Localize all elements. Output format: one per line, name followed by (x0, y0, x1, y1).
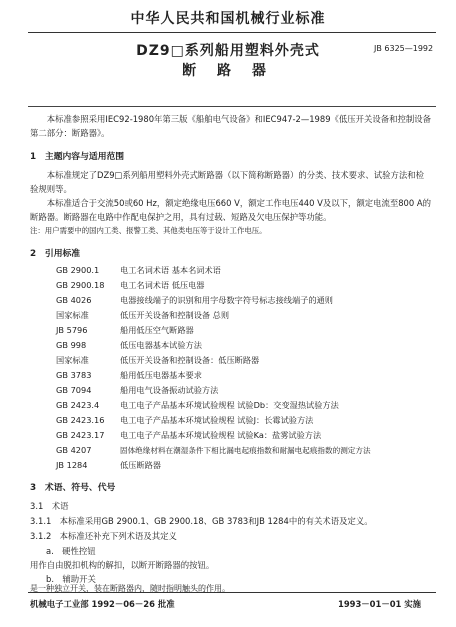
ref-code: GB 4026 (56, 295, 92, 305)
ref-name: 电工名词术语 基本名词术语 (120, 265, 221, 275)
title-rule (28, 106, 436, 107)
standard-number: JB 6325—1992 (374, 44, 434, 53)
approval-date: 机械电子工业部 1992－06－26 批准 (30, 599, 175, 609)
standard-title: 中华人民共和国机械行业标准 (130, 11, 326, 27)
ref-name: 低压开关设备和控制设备：低压断路器 (120, 355, 260, 365)
section-3-1-heading: 3.1 术语 (30, 501, 69, 511)
ref-name: 低压电器基本试验方法 (120, 340, 202, 350)
ref-code: 国家标准 (56, 310, 89, 320)
implementation-date: 1993－01－01 实施 (338, 599, 422, 609)
ref-name: 船用电气设备振动试验方法 (120, 385, 219, 395)
ref-code: 国家标准 (56, 355, 89, 365)
ref-name: 电工名词术语 低压电器 (120, 280, 205, 290)
term-a-definition: 用作自由脱扣机构的解扣，以断开断路器的按钮。 (30, 560, 215, 570)
preface-paragraph: 本标准参照采用IEC92-1980年第三版《船舶电气设备》和IEC947-2—1989《低压开关设备和控制设备 第二部分：断路器》。 (30, 114, 432, 138)
ref-code: GB 2900.18 (56, 280, 105, 290)
ref-code: GB 7094 (56, 385, 92, 395)
ref-name: 低压断路器 (120, 460, 161, 470)
section-3-heading: 3 术语、符号、代号 (30, 483, 116, 493)
section-1-paragraph-2: 本标准适合于交流50或60 Hz，额定绝缘电压660 V，额定工作电压440 V及以下，额定电流至800 A的断路器。断路器在电路中作配电保护之用，具有过载、短路及欠电压保护等功能。 (30, 198, 431, 222)
ref-code: GB 2900.1 (56, 265, 100, 275)
section-1-note: 注：用户需要中的国内工类、报警工类、其他类电压等于设计工作电压。 (30, 226, 267, 235)
section-3-1-1: 3.1.1 本标准采用GB 2900.1、GB 2900.18、GB 3783和JB 1284中的有关术语及定义。 (30, 516, 373, 526)
term-b-definition: 是一种独立开关，装在断路器内，随时指明触头的作用。 (30, 584, 230, 593)
term-b-label: b. 辅助开关 (46, 574, 96, 584)
ref-code: GB 3783 (56, 370, 92, 380)
ref-code: GB 998 (56, 340, 87, 350)
ref-name: 低压开关设备和控制设备 总则 (120, 310, 230, 320)
ref-code: GB 2423.4 (56, 400, 100, 410)
section-1-heading: 1 主题内容与适用范围 (30, 152, 125, 162)
document-subtitle: 断 路 器 (182, 63, 274, 79)
ref-code: GB 2423.16 (56, 415, 105, 425)
section-3-1-2: 3.1.2 本标准还补充下列术语及其定义 (30, 531, 177, 541)
ref-name: 电器接线端子的识别和用字母数字符号标志接线端子的通则 (120, 295, 333, 305)
ref-name: 船用低压电器基本要求 (120, 370, 202, 380)
section-2-heading: 2 引用标准 (30, 249, 81, 259)
ref-name: 电工电子产品基本环境试验规程 试验J：长霉试验方法 (120, 415, 314, 425)
ref-name: 固体绝缘材料在潮湿条件下相比漏电起痕指数和耐漏电起痕指数的测定方法 (120, 446, 371, 455)
document-title: DZ9□系列船用塑料外壳式 (136, 43, 320, 59)
header-rule (28, 32, 436, 33)
ref-code: JB 1284 (56, 460, 88, 470)
ref-code: JB 5796 (56, 325, 88, 335)
ref-name: 船用低压空气断路器 (120, 325, 194, 335)
term-a-label: a. 硬性控钮 (46, 546, 96, 556)
section-1-paragraph-1: 本标准规定了DZ9□系列船用塑料外壳式断路器（以下简称断路器）的分类、技术要求、试验方法和检验规则等。 (30, 170, 424, 194)
ref-code: GB 4207 (56, 445, 92, 455)
ref-name: 电工电子产品基本环境试验规程 试验Db：交变湿热试验方法 (120, 400, 339, 410)
footer-rule (28, 592, 436, 593)
ref-name: 电工电子产品基本环境试验规程 试验Ka：盐雾试验方法 (120, 430, 322, 440)
ref-code: GB 2423.17 (56, 430, 105, 440)
